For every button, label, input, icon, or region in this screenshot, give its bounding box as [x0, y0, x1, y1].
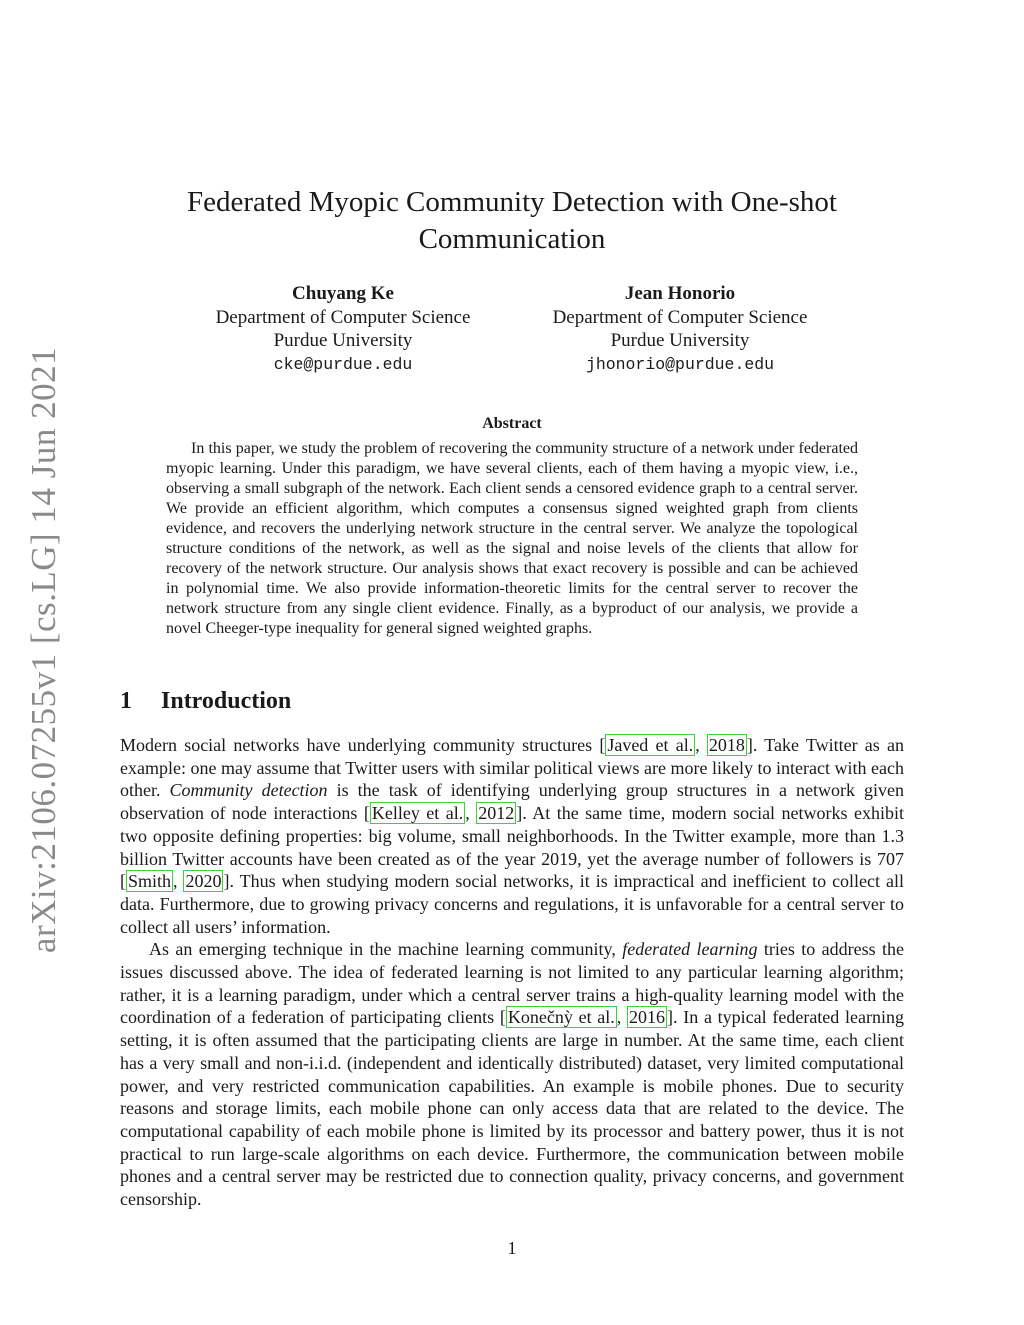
page-number: 1	[507, 1238, 517, 1258]
arxiv-stamp	[24, 346, 64, 954]
author-university: Purdue University	[273, 330, 413, 351]
emphasis-text: federated learning	[622, 939, 758, 960]
paragraph-2	[120, 938, 904, 1210]
text-run: ]. Take Twitter as an example: one may assume that Twitter users with similar political views are more likely to interact with each other.	[120, 735, 904, 801]
emphasis-text: Community detection	[169, 780, 328, 801]
text-run: ,	[616, 1007, 628, 1028]
arxiv-identifier: arXiv:2106.07255v1 [cs.LG] 14 Jun 2021	[24, 346, 63, 954]
citation-link[interactable]: Konečnỳ et al.	[507, 1007, 615, 1028]
author-department: Department of Computer Science	[552, 306, 808, 328]
citation-link[interactable]: 2016	[629, 1007, 666, 1028]
text-run: ]. In a typical federated learning setting, it is often assumed that the participating clients are large in number. At the same time, each client has a very small and non-i.i.d. (independent and identically distributed) dataset, very limited computational power, and very restricted communication capabilities. An example is mobile phones. Due to security reasons and storage limits, each mobile phone can only access data that are related to the device. The computational capability of each mobile phone is limited by its processor and battery power, thus it is not practical to run large-scale algorithms on each device. Furthermore, the communication between mobile phones and a central server may be restricted due to connection quality, privacy concerns, and government censorship.	[120, 1007, 904, 1210]
author-name: Jean Honorio	[624, 283, 736, 304]
section-title: Introduction	[161, 688, 292, 714]
author-block-1	[173, 282, 513, 376]
author-university: Purdue University	[610, 330, 750, 351]
paragraph-1	[120, 734, 904, 938]
citation-link[interactable]: Smith	[128, 871, 172, 892]
citation-link[interactable]: Javed et al.	[607, 735, 694, 755]
author-email[interactable]: cke@purdue.edu	[273, 354, 413, 374]
text-run: ]. Thus when studying modern social networks, it is impractical and inefficient to collect all data. Furthermore, due to growing privacy concerns and regulations, it is unfavorable for a central server to collect all users’ information.	[120, 871, 904, 937]
text-run: ,	[173, 871, 184, 892]
citation-link[interactable]: 2012	[478, 803, 515, 824]
text-run: ,	[695, 735, 707, 755]
author-name: Chuyang Ke	[292, 283, 394, 304]
text-run: tries to address the issues discussed above. The idea of federated learning is not limited to any particular learning algorithm; rather, it is a learning paradigm, under which a central server trains a high-quality learning model with the coordination of a federation of participating clients [	[120, 939, 904, 1028]
abstract-heading: Abstract	[482, 415, 542, 432]
text-run: ,	[465, 803, 477, 824]
introduction-body	[120, 734, 904, 1211]
author-email[interactable]: jhonorio@purdue.edu	[585, 354, 775, 374]
citation-link[interactable]: Kelley et al.	[371, 803, 464, 824]
section-heading	[120, 688, 291, 715]
citation-link[interactable]: 2018	[708, 735, 745, 755]
text-run: is the task of identifying underlying group structures in a network given observation of node interactions [	[120, 780, 904, 824]
paper-title: Federated Myopic Community Detection with One-shot Communication	[187, 186, 837, 255]
section-number: 1	[120, 688, 132, 714]
citation-link[interactable]: 2020	[185, 871, 222, 892]
text-run: ]. At the same time, modern social networks exhibit two opposite defining properties: big volume, small neighborhoods. In the Twitter example, more than 1.3 billion Twitter accounts have been created as of the year 2019, yet the average number of followers is 707 [	[120, 803, 904, 892]
author-block-2	[510, 282, 850, 376]
abstract-text: In this paper, we study the problem of recovering the community structure of a network under federated myopic learning. Under this paradigm, we have several clients, each of them having a myopic view, i.e., observing a small subgraph of the network. Each client sends a censored evidence graph to a central server. We provide an efficient algorithm, which computes a consensus signed weighted graph from clients evidence, and recovers the underlying network structure in the central server. We analyze the topological structure conditions of the network, as well as the signal and noise levels of the clients that allow for recovery of the network structure. Our analysis shows that exact recovery is possible and can be achieved in polynomial time. We also provide information-theoretic limits for the central server to recover the network structure from any single client evidence. Finally, as a byproduct of our analysis, we provide a novel Cheeger-type inequality for general signed weighted graphs.	[166, 440, 858, 637]
author-department: Department of Computer Science	[215, 306, 471, 328]
text-run: Modern social networks have underlying community structures [	[120, 735, 606, 755]
text-run: As an emerging technique in the machine learning community,	[149, 939, 623, 960]
